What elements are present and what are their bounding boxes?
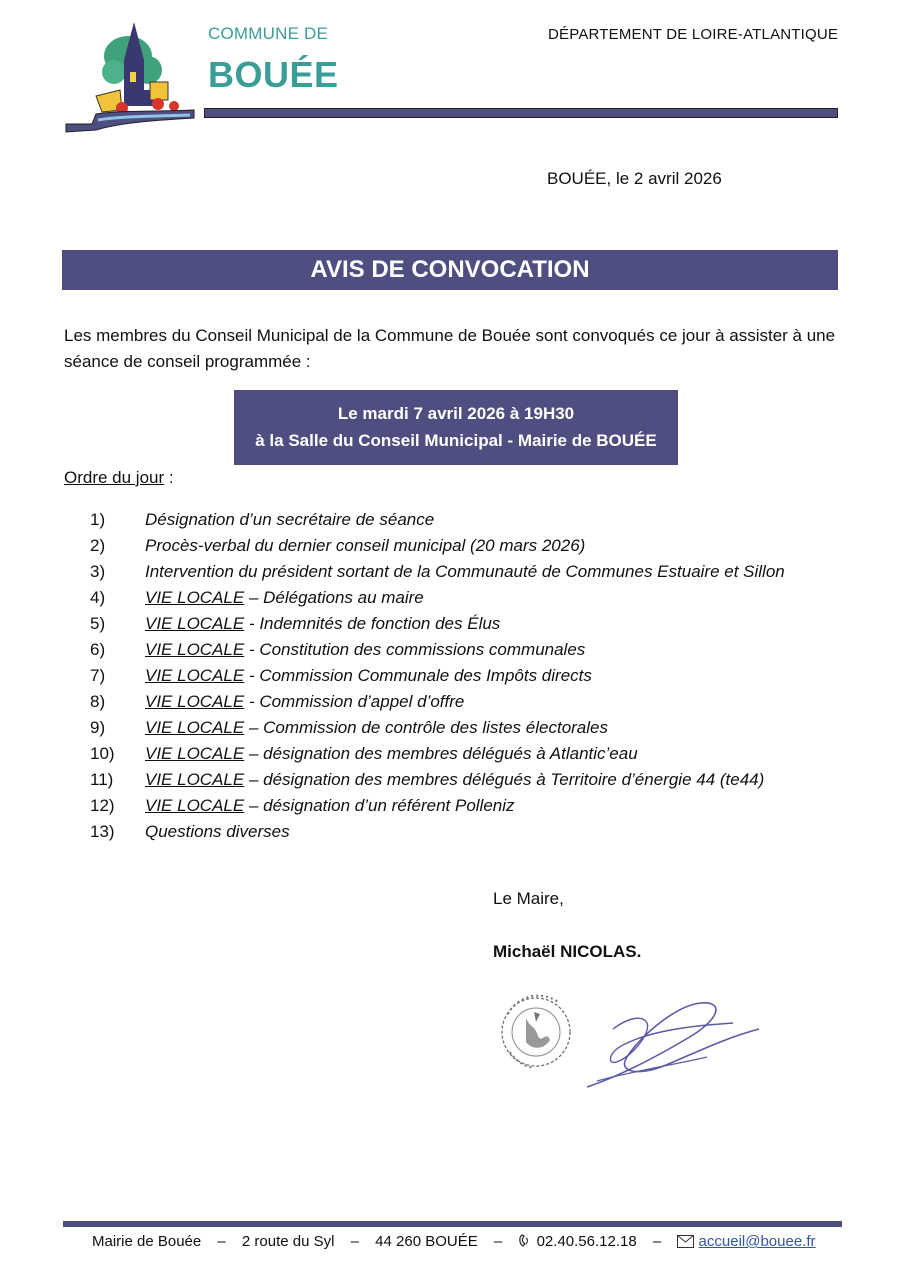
agenda-item-category: VIE LOCALE [145,666,245,685]
agenda-item-number: 5) [90,614,106,633]
agenda-item [90,559,850,585]
agenda-item [90,507,850,533]
agenda-item-number: 10) [90,744,115,763]
footer-address: 2 route du Syl [241,1233,335,1250]
agenda-heading-suffix: : [164,468,174,487]
agenda-item [90,611,850,637]
commune-name: BOUÉE [208,54,339,95]
agenda-item [90,819,850,845]
agenda-item [90,793,850,819]
agenda-item-text: Désignation d’un secrétaire de séance [145,510,435,529]
agenda-item-number: 12) [90,796,115,815]
footer-phone: 02.40.56.12.18 [536,1233,637,1250]
agenda-item-category: VIE LOCALE [145,640,245,659]
footer-divider [63,1221,842,1227]
intro-paragraph: Les membres du Conseil Municipal de la Commune de Bouée sont convoqués ce jour à assister à une séance de conseil programmée : [64,326,836,371]
footer-contact [92,1233,816,1250]
agenda-item-text: Questions diverses [145,822,290,841]
footer-separator: – [493,1233,503,1250]
departement-label: DÉPARTEMENT DE LOIRE-ATLANTIQUE [548,26,839,43]
agenda-item-text: - Constitution des commissions communales [244,640,586,659]
commune-logo [62,20,198,135]
agenda-item [90,585,850,611]
signer-role: Le Maire, [493,889,564,908]
agenda-item [90,663,850,689]
agenda-item-number: 11) [90,770,114,789]
agenda-item-text: - Indemnités de fonction des Élus [244,614,501,633]
signer-name: Michaël NICOLAS. [493,942,642,961]
agenda-item [90,767,850,793]
agenda-item-category: VIE LOCALE [145,744,245,763]
footer-separator: – [350,1233,359,1250]
meeting-datetime: Le mardi 7 avril 2026 à 19H30 [337,404,575,423]
agenda-item [90,533,850,559]
agenda-item-number: 8) [90,692,106,711]
agenda-item-category: VIE LOCALE [145,692,245,711]
agenda-item-text: - Commission Communale des Impôts directs [244,666,592,685]
header-divider [204,108,838,118]
agenda-item-text: – désignation des membres délégués à Territoire d’énergie 44 (te44) [244,770,765,789]
phone-icon [518,1234,532,1248]
agenda-item [90,715,850,741]
agenda-item-number: 13) [90,822,115,841]
agenda-heading-text: Ordre du jour [64,468,165,487]
agenda-item-number: 4) [90,588,106,607]
meeting-details-box [234,390,678,465]
agenda-item-category: VIE LOCALE [145,770,245,789]
agenda-item-number: 9) [90,718,106,737]
agenda-item-text: Intervention du président sortant de la Communauté de Communes Estuaire et Sillon [145,562,785,581]
agenda-item-number: 2) [90,536,106,555]
agenda-item-text: – Commission de contrôle des listes électorales [244,718,608,737]
agenda-item-number: 1) [90,510,106,529]
agenda-heading [64,468,174,488]
agenda-list [90,507,850,845]
meeting-location: à la Salle du Conseil Municipal - Mairie de BOUÉE [255,431,657,450]
agenda-item-text: – Délégations au maire [244,588,424,607]
agenda-item-text: - Commission d’appel d’offre [244,692,465,711]
agenda-item-text: – désignation d’un référent Polleniz [244,796,515,815]
agenda-item-category: VIE LOCALE [145,718,245,737]
agenda-item-category: VIE LOCALE [145,588,245,607]
agenda-item [90,689,850,715]
footer-city: 44 260 BOUÉE [375,1233,478,1250]
official-stamp [494,988,578,1080]
handwritten-signature [583,995,763,1095]
agenda-item-category: VIE LOCALE [145,614,245,633]
footer-org: Mairie de Bouée [92,1233,202,1250]
commune-label: COMMUNE DE [208,24,329,43]
agenda-item-number: 3) [90,562,106,581]
agenda-item-text: Procès-verbal du dernier conseil municipal (20 mars 2026) [145,536,586,555]
footer-email-link[interactable]: accueil@bouee.fr [698,1233,816,1250]
date-line: BOUÉE, le 2 avril 2026 [547,169,722,188]
agenda-item [90,637,850,663]
agenda-item [90,741,850,767]
footer-separator: – [217,1233,226,1250]
footer-separator: – [652,1233,662,1250]
agenda-item-number: 7) [90,666,106,685]
agenda-item-number: 6) [90,640,106,659]
envelope-icon [677,1235,694,1248]
document-title: AVIS DE CONVOCATION [62,250,838,290]
agenda-item-text: – désignation des membres délégués à Atlantic’eau [244,744,638,763]
agenda-item-category: VIE LOCALE [145,796,245,815]
